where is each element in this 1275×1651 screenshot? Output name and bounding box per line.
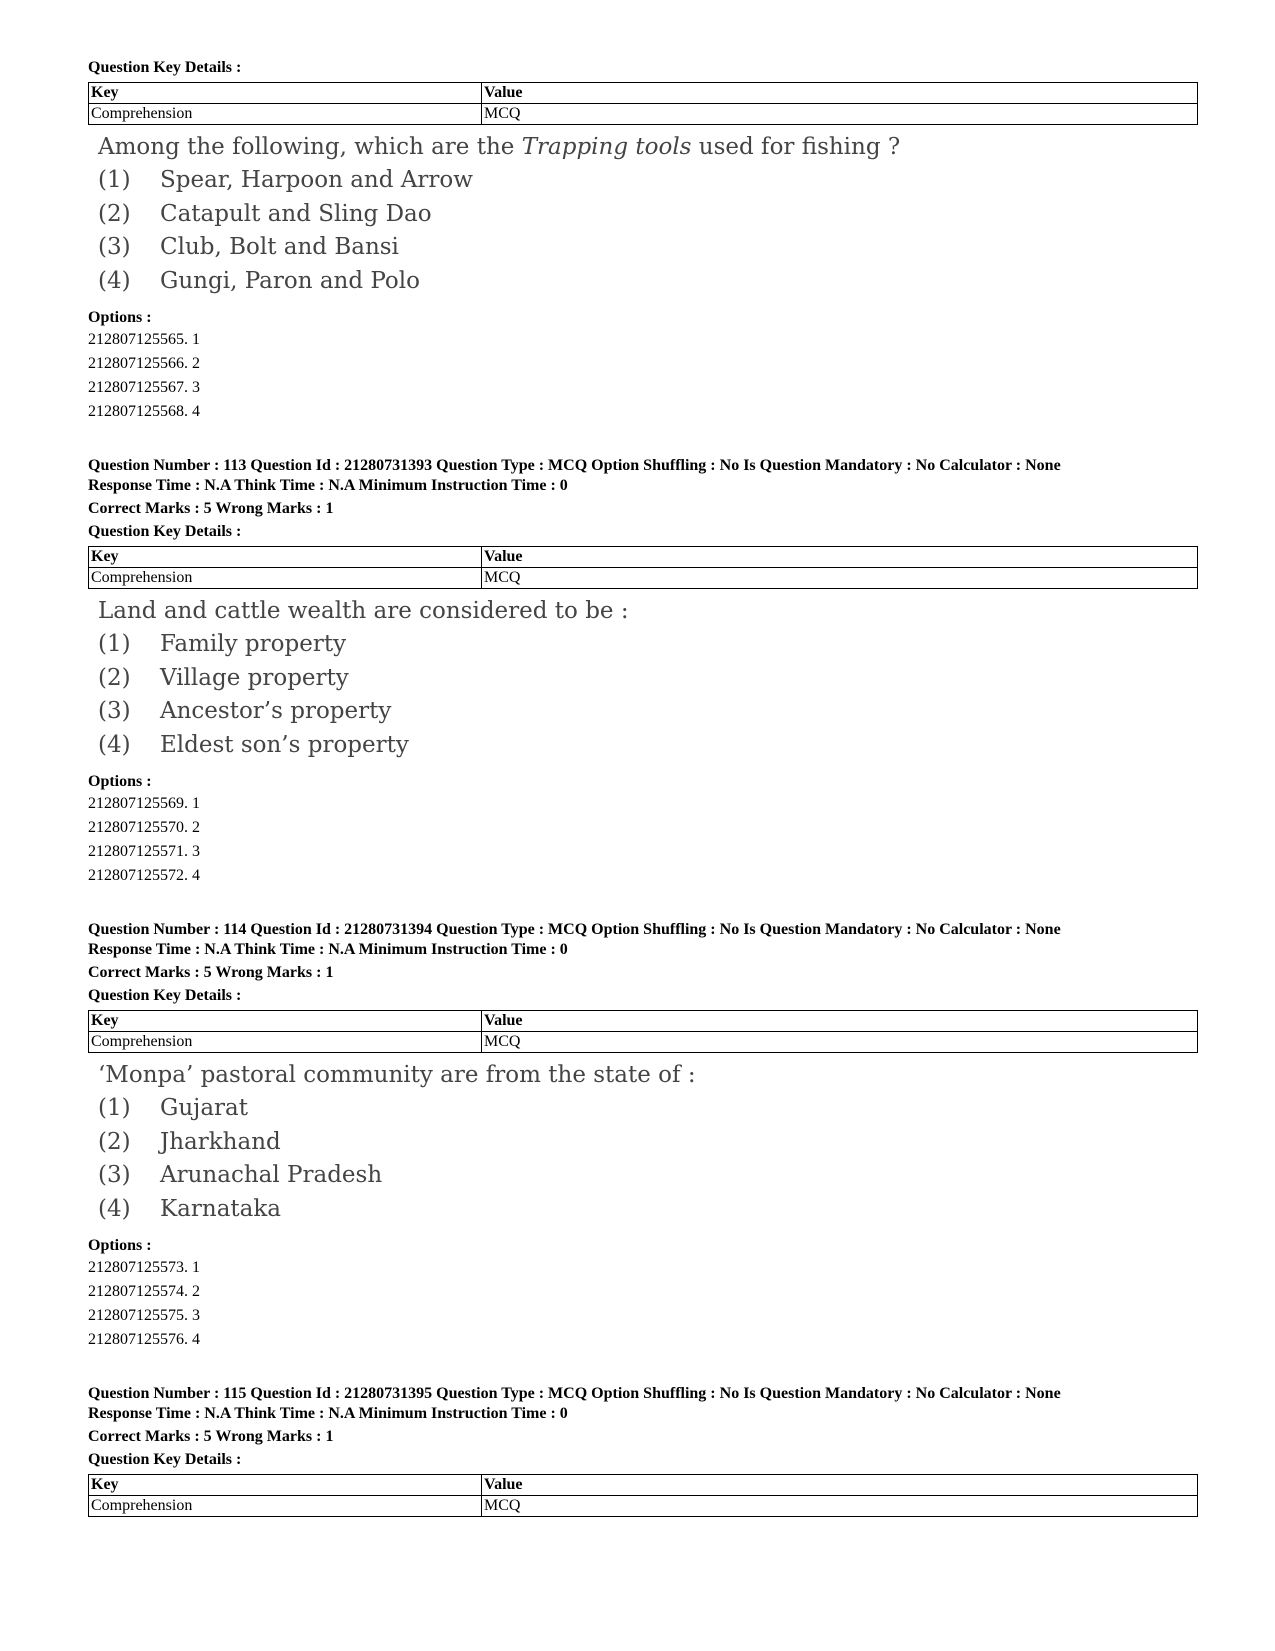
choice-item [98, 198, 1198, 232]
choice-item [98, 662, 1198, 696]
option-item: 212807125569. 1 [88, 795, 200, 812]
option-item: 212807125567. 3 [88, 379, 200, 396]
option-item: 212807125565. 1 [88, 331, 200, 348]
options-label: Options : [88, 1237, 152, 1254]
key-details-table [88, 1474, 1198, 1517]
col-key-header: Key [89, 1475, 482, 1496]
key-cell: Comprehension [89, 104, 482, 125]
question-marks: Correct Marks : 5 Wrong Marks : 1 [88, 964, 334, 981]
choice-text: Gungi, Paron and Polo [160, 267, 420, 294]
table-row [89, 1032, 1198, 1053]
question-image [98, 1059, 1198, 1226]
option-item: 212807125575. 3 [88, 1307, 200, 1324]
choice-number: (4) [98, 1195, 131, 1222]
choice-text: Karnataka [160, 1195, 282, 1222]
question-image [98, 595, 1198, 762]
choice-item [98, 164, 1198, 198]
option-item: 212807125573. 1 [88, 1259, 200, 1276]
option-item: 212807125576. 4 [88, 1331, 200, 1348]
question-block [88, 456, 1198, 888]
question-image [98, 131, 1198, 298]
question-block [88, 920, 1198, 1352]
col-key-header: Key [89, 83, 482, 104]
options-label: Options : [88, 309, 152, 326]
choice-number: (4) [98, 731, 131, 758]
col-value-header: Value [482, 83, 1198, 104]
question-header: Question Number : 113 Question Id : 21280731393 Question Type : MCQ Option Shuffling : No Is Question Mandatory : No Calculator : None [88, 457, 1061, 474]
choice-number: (1) [98, 1095, 131, 1121]
option-item: 212807125570. 2 [88, 819, 200, 836]
key-details-table [88, 82, 1198, 125]
table-header-row [89, 1475, 1198, 1496]
choice-item [98, 1126, 1198, 1160]
choice-text: Gujarat [160, 1095, 248, 1121]
table-row [89, 1496, 1198, 1517]
table-header-row [89, 1011, 1198, 1032]
question-text-part: used for fishing ? [691, 134, 901, 160]
choice-number: (2) [98, 200, 131, 227]
choice-item [98, 628, 1198, 662]
choice-text: Arunachal Pradesh [160, 1162, 383, 1188]
col-value-header: Value [482, 1475, 1198, 1496]
choice-item [98, 1159, 1198, 1193]
value-cell: MCQ [482, 104, 1198, 125]
document-page [88, 58, 1198, 1517]
option-item: 212807125571. 3 [88, 843, 200, 860]
question-marks: Correct Marks : 5 Wrong Marks : 1 [88, 1428, 334, 1445]
choice-text: Ancestor’s property [160, 698, 392, 724]
col-value-header: Value [482, 547, 1198, 568]
key-details-label: Question Key Details : [88, 987, 242, 1004]
key-details-label: Question Key Details : [88, 59, 242, 76]
question-text: Land and cattle wealth are considered to be : [98, 598, 629, 624]
choice-item [98, 265, 1198, 299]
key-cell: Comprehension [89, 1032, 482, 1053]
col-value-header: Value [482, 1011, 1198, 1032]
choice-text: Club, Bolt and Bansi [160, 234, 399, 260]
question-header: Question Number : 115 Question Id : 21280731395 Question Type : MCQ Option Shuffling : No Is Question Mandatory : No Calculator : None [88, 1385, 1061, 1402]
table-header-row [89, 547, 1198, 568]
question-header: Question Number : 114 Question Id : 21280731394 Question Type : MCQ Option Shuffling : No Is Question Mandatory : No Calculator : None [88, 921, 1061, 938]
choice-text: Family property [160, 631, 347, 657]
question-timing: Response Time : N.A Think Time : N.A Minimum Instruction Time : 0 [88, 477, 568, 494]
choice-number: (3) [98, 234, 131, 260]
question-block [88, 1384, 1198, 1517]
choice-item [98, 1193, 1198, 1227]
col-key-header: Key [89, 1011, 482, 1032]
question-timing: Response Time : N.A Think Time : N.A Minimum Instruction Time : 0 [88, 1405, 568, 1422]
choice-number: (4) [98, 267, 131, 294]
choice-text: Eldest son’s property [160, 731, 409, 758]
choice-item [98, 1092, 1198, 1126]
key-cell: Comprehension [89, 1496, 482, 1517]
table-header-row [89, 83, 1198, 104]
key-cell: Comprehension [89, 568, 482, 589]
col-key-header: Key [89, 547, 482, 568]
table-row [89, 568, 1198, 589]
options-label: Options : [88, 773, 152, 790]
key-details-table [88, 1010, 1198, 1053]
choice-number: (1) [98, 167, 131, 193]
choice-text: Jharkhand [160, 1128, 281, 1155]
value-cell: MCQ [482, 1496, 1198, 1517]
choice-number: (3) [98, 1162, 131, 1188]
choice-number: (2) [98, 1128, 131, 1155]
question-text: ‘Monpa’ pastoral community are from the state of : [98, 1062, 696, 1088]
choice-text: Catapult and Sling Dao [160, 200, 432, 227]
choice-number: (2) [98, 664, 131, 691]
value-cell: MCQ [482, 1032, 1198, 1053]
option-item: 212807125566. 2 [88, 355, 200, 372]
question-marks: Correct Marks : 5 Wrong Marks : 1 [88, 500, 334, 517]
choice-item [98, 729, 1198, 763]
table-row [89, 104, 1198, 125]
key-details-label: Question Key Details : [88, 523, 242, 540]
option-item: 212807125568. 4 [88, 403, 200, 420]
choice-text: Village property [160, 664, 349, 691]
question-text-emphasis: Trapping tools [521, 134, 692, 160]
option-item: 212807125572. 4 [88, 867, 200, 884]
choice-item [98, 695, 1198, 729]
choice-text: Spear, Harpoon and Arrow [160, 167, 473, 193]
option-item: 212807125574. 2 [88, 1283, 200, 1300]
choice-number: (1) [98, 631, 131, 657]
key-details-table [88, 546, 1198, 589]
question-timing: Response Time : N.A Think Time : N.A Minimum Instruction Time : 0 [88, 941, 568, 958]
question-text [98, 131, 1198, 164]
value-cell: MCQ [482, 568, 1198, 589]
key-details-label: Question Key Details : [88, 1451, 242, 1468]
question-text-part: Among the following, which are the [98, 134, 522, 160]
choice-item [98, 231, 1198, 265]
choice-number: (3) [98, 698, 131, 724]
